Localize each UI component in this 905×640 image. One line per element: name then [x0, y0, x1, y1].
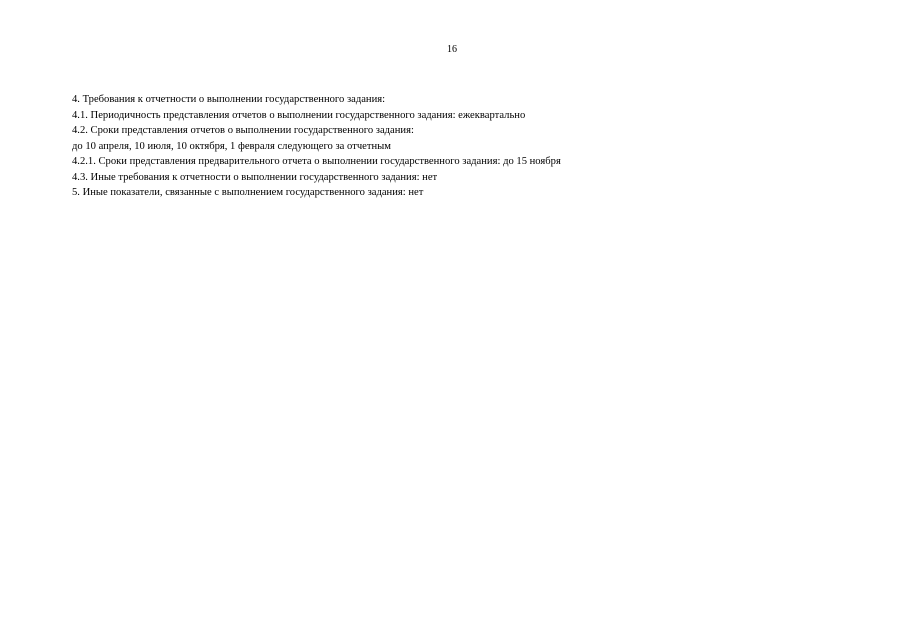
section-4-1-periodicity: 4.1. Периодичность представления отчетов о выполнении государственного задания: ежеквартально [72, 109, 526, 121]
section-4-3-other-requirements: 4.3. Иные требования к отчетности о выполнении государственного задания: нет [72, 171, 438, 183]
section-4-2-deadlines: 4.2. Сроки представления отчетов о выполнении государственного задания: [72, 125, 414, 136]
section-4-2-1-preliminary-report: 4.2.1. Сроки представления предварительного отчета о выполнении государственного задания: до 15 ноября [72, 156, 561, 167]
section-4-heading: 4. Требования к отчетности о выполнении государственного задания: [72, 94, 386, 105]
section-4-2-deadline-dates: до 10 апреля, 10 июля, 10 октября, 1 февраля следующего за отчетным [72, 140, 391, 152]
page-number: 16 [447, 44, 457, 55]
document-body [72, 92, 872, 201]
section-5-other-indicators: 5. Иные показатели, связанные с выполнением государственного задания: нет [72, 187, 424, 198]
